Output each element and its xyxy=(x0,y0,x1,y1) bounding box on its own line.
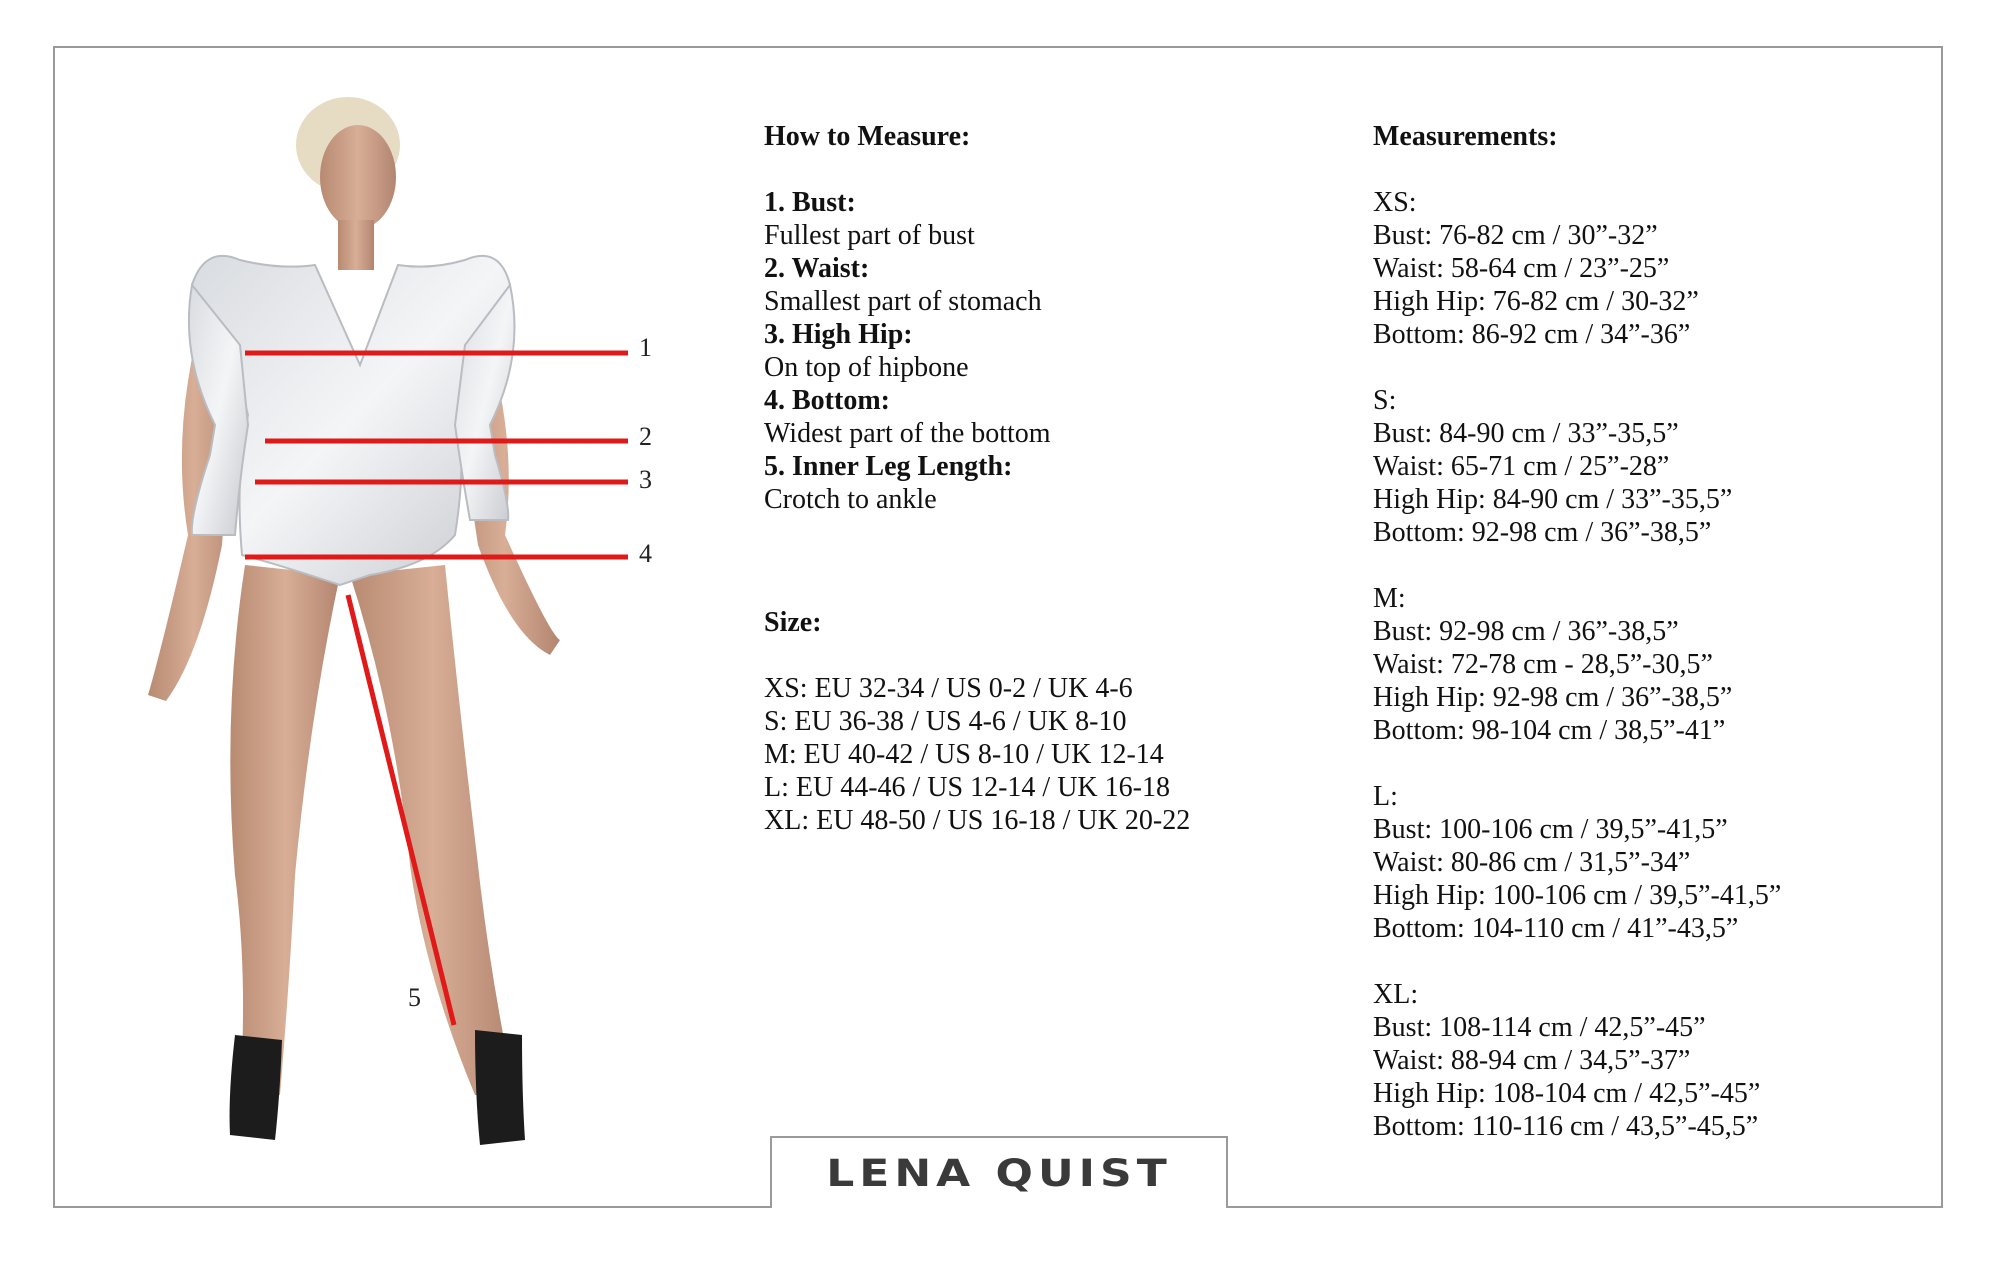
size-group-label: S: xyxy=(1373,385,1397,416)
model-figure xyxy=(130,95,690,1175)
model-illustration xyxy=(130,95,690,1175)
measurements-section xyxy=(1373,120,1781,1143)
size-heading: Size: xyxy=(764,607,822,638)
measurement-line: Bottom: 110-116 cm / 43,5”-45,5” xyxy=(1373,1111,1759,1142)
brand-logo-box xyxy=(770,1136,1228,1208)
size-row: XL: EU 48-50 / US 16-18 / UK 20-22 xyxy=(764,805,1191,836)
size-row: S: EU 36-38 / US 4-6 / UK 8-10 xyxy=(764,706,1127,737)
measurement-line: Waist: 88-94 cm / 34,5”-37” xyxy=(1373,1045,1691,1076)
head-shape xyxy=(320,125,396,229)
measure-item-desc: Fullest part of bust xyxy=(764,220,975,251)
measurement-line: High Hip: 100-106 cm / 39,5”-41,5” xyxy=(1373,880,1782,911)
measurement-line: Bottom: 92-98 cm / 36”-38,5” xyxy=(1373,517,1712,548)
measurement-line: High Hip: 108-104 cm / 42,5”-45” xyxy=(1373,1078,1761,1109)
size-row: L: EU 44-46 / US 12-14 / UK 16-18 xyxy=(764,772,1170,803)
left-leg-shape xyxy=(230,565,340,1095)
measurement-line: Bust: 92-98 cm / 36”-38,5” xyxy=(1373,616,1679,647)
brand-logo: LENA QUIST xyxy=(826,1151,1172,1195)
measurement-line: Bottom: 86-92 cm / 34”-36” xyxy=(1373,319,1691,350)
measurements-heading: Measurements: xyxy=(1373,121,1558,152)
measure-item-title: 1. Bust: xyxy=(764,187,856,218)
right-leg-shape xyxy=(350,565,515,1095)
measurement-line: Bust: 108-114 cm / 42,5”-45” xyxy=(1373,1012,1706,1043)
marker-3: 3 xyxy=(639,465,652,494)
right-shoe-shape xyxy=(475,1030,525,1145)
size-group-label: L: xyxy=(1373,781,1398,812)
measurement-line: Bust: 84-90 cm / 33”-35,5” xyxy=(1373,418,1679,449)
measurement-line: Waist: 65-71 cm / 25”-28” xyxy=(1373,451,1670,482)
measurement-line: Waist: 58-64 cm / 23”-25” xyxy=(1373,253,1670,284)
measure-item-desc: On top of hipbone xyxy=(764,352,969,383)
marker-1: 1 xyxy=(639,333,652,362)
measure-item-title: 5. Inner Leg Length: xyxy=(764,451,1013,482)
measurement-line: Bottom: 104-110 cm / 41”-43,5” xyxy=(1373,913,1739,944)
measure-item-title: 3. High Hip: xyxy=(764,319,913,350)
size-row: M: EU 40-42 / US 8-10 / UK 12-14 xyxy=(764,739,1164,770)
marker-2: 2 xyxy=(639,422,652,451)
left-shoe-shape xyxy=(230,1035,282,1140)
measurement-line: High Hip: 92-98 cm / 36”-38,5” xyxy=(1373,682,1733,713)
neck-shape xyxy=(338,220,374,270)
measure-item-title: 2. Waist: xyxy=(764,253,870,284)
measurement-line: Bottom: 98-104 cm / 38,5”-41” xyxy=(1373,715,1726,746)
how-to-measure-heading: How to Measure: xyxy=(764,121,971,152)
marker-5: 5 xyxy=(408,983,421,1012)
size-row: XS: EU 32-34 / US 0-2 / UK 4-6 xyxy=(764,673,1133,704)
size-section xyxy=(764,606,1190,837)
measure-item-desc: Widest part of the bottom xyxy=(764,418,1051,449)
measurement-line: Waist: 72-78 cm - 28,5”-30,5” xyxy=(1373,649,1713,680)
measurement-line: Bust: 100-106 cm / 39,5”-41,5” xyxy=(1373,814,1728,845)
measurement-line: High Hip: 76-82 cm / 30-32” xyxy=(1373,286,1699,317)
size-group-label: XS: xyxy=(1373,187,1417,218)
measure-item-desc: Smallest part of stomach xyxy=(764,286,1042,317)
size-group-label: XL: xyxy=(1373,979,1419,1010)
marker-4: 4 xyxy=(639,539,652,568)
measure-item-desc: Crotch to ankle xyxy=(764,484,937,515)
how-to-measure-section xyxy=(764,120,1051,516)
measurement-line: Waist: 80-86 cm / 31,5”-34” xyxy=(1373,847,1691,878)
size-group-label: M: xyxy=(1373,583,1406,614)
measure-item-title: 4. Bottom: xyxy=(764,385,890,416)
measurement-line: High Hip: 84-90 cm / 33”-35,5” xyxy=(1373,484,1733,515)
measurement-line: Bust: 76-82 cm / 30”-32” xyxy=(1373,220,1658,251)
